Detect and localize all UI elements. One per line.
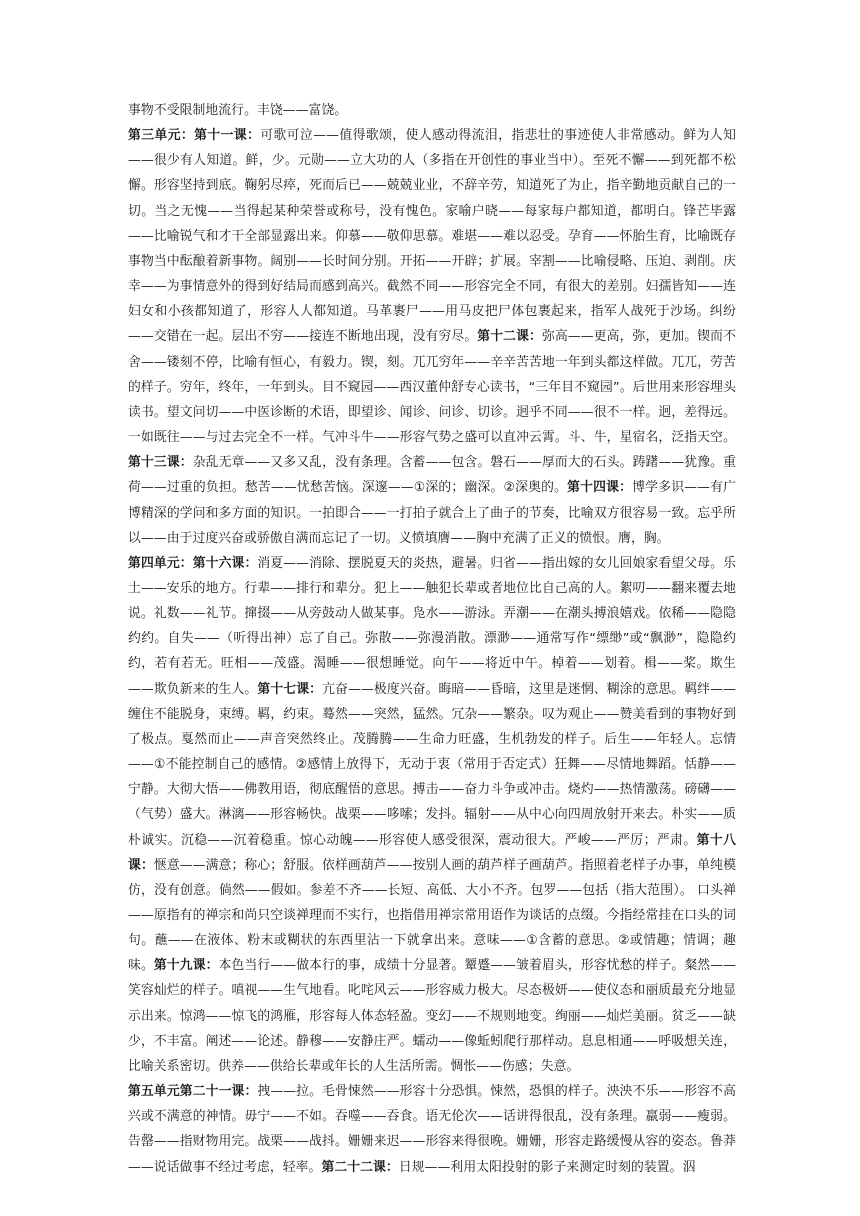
lesson-heading: 第十七课： (257, 681, 323, 697)
text-run: 惬意——满意；称心；舒服。依样画葫芦——按别人画的葫芦样子画葫芦。指照着老样子办事，单纯模仿，没有创意。倘然——假如。参差不齐——长短、高低、大小不齐。包罗——包括（指大范围）。 口头禅——原指有的禅宗和尚只空谈禅理而不实行，也指借用禅宗常用语作为谈话的点缀。今指经常挂在口头的词句。蘸——在液体、粉末或糊状的东西里沾一下就拿出来。意味——①含蓄的意思。②或情趣；情调；趣味。 (128, 857, 737, 974)
lesson-heading: 第十八课： (128, 832, 736, 873)
paragraph (128, 98, 736, 123)
lesson-heading: 第三单元：第十一课： (128, 128, 261, 144)
paragraph (128, 123, 736, 551)
text-run: 本色当行——做本行的事，成绩十分显著。颦蹙——皱着眉头，形容忧愁的样子。粲然——笑容灿烂的样子。嗔视——生气地看。叱咤风云——形容威力极大。尽态极妍——使仪态和丽质最充分地显示出来。惊鸿——惊飞的鸿雁，形容每人体态轻盈。变幻——不规则地变。绚丽——灿烂美丽。贫乏——缺少，不丰富。阐述——论述。静穆——安静庄严。蠕动——像蚯蚓爬行那样动。息息相通——呼吸想关连，比喻关系密切。供养——供给长辈或年长的人生活所需。惆怅——伤感；失意。 (128, 958, 737, 1074)
lesson-heading: 第十三课： (128, 455, 193, 471)
lesson-heading: 第十四课： (567, 480, 633, 496)
text-run: 可歌可泣——值得歌颂，使人感动得流泪，指悲壮的事迹使人非常感动。鲜为人知——很少有人知道。鲜，少。元勋——立大功的人（多指在开创性的事业当中）。至死不懈——到死都不松懈。形容坚持到底。鞠躬尽瘁，死而后已——兢兢业业，不辞辛劳，知道死了为止，指辛勤地贡献自己的一切。当之无愧——当得起某种荣誉或称号，没有愧色。家喻户晓——每家每户都知道，都明白。锋芒毕露——比喻锐气和才干全部显露出来。仰慕——敬仰思慕。难堪——难以忍受。孕育——怀胎生育，比喻既存事物当中酝酿着新事物。阔别——长时间分别。开拓——开辟；扩展。宰割——比喻侵略、压迫、剥削。庆幸——为事情意外的得到好结局而感到高兴。截然不同——形容完全不同，有很大的差别。妇孺皆知——连妇女和小孩都知道了，形容人人都知道。马革裹尸——用马皮把尸体包裹起来，指军人战死于沙场。纠纷——交错在一起。层出不穷——接连不断地出现，没有穷尽。 (128, 128, 737, 345)
lesson-heading: 第四单元：第十六课： (128, 555, 258, 571)
text-run: 日规——利用太阳投射的影子来测定时刻的装置。泅 (398, 1159, 696, 1175)
text-run: 消夏——消除、摆脱夏天的炎热，避暑。归省——指出嫁的女儿回娘家看望父母。乐土——安乐的地方。行辈——排行和辈分。犯上——触犯长辈或者地位比自己高的人。絮叨——翻来覆去地说。礼数——礼节。撺掇——从旁鼓动人做某事。凫水——游泳。弄潮——在潮头搏浪嬉戏。依稀——隐隐约约。自失——（听得出神）忘了自己。弥散——弥漫消散。漂渺——通常写作“缥缈”或“飘渺”，隐隐约约，若有若无。旺相——茂盛。渴睡——很想睡觉。向午——将近中午。棹着——划着。楫——桨。欺生——欺负新来的生人。 (128, 555, 736, 697)
paragraph (128, 551, 736, 1079)
text-run: 博学多识——有广博精深的学问和多方面的知识。一拍即合——一打拍子就合上了曲子的节奏，比喻双方很容易一致。忘乎所以——由于过度兴奋或骄傲自满而忘记了一切。义愤填膺——胸中充满了正义的愤恨。膺，胸。 (128, 480, 737, 546)
text-run: 杂乱无章——又多又乱，没有条理。含蓄——包含。磐石——厚而大的石头。踌躇——犹豫。重荷——过重的负担。愁苦——忧愁苦恼。深邃——①深的；幽深。②深奥的。 (128, 455, 737, 496)
lesson-heading: 第二十二课： (321, 1159, 399, 1175)
paragraph (128, 1079, 736, 1180)
text-run: 亢奋——极度兴奋。晦暗——昏暗，这里是迷惘、糊涂的意思。羁绊——缠住不能脱身，束缚。羁，约束。蓦然——突然，猛然。冗杂——繁杂。叹为观止——赞美看到的事物好到了极点。戛然而止——声音突然终止。茂腾腾——生命力旺盛，生机勃发的样子。后生——年轻人。忘情——①不能控制自己的感情。②感情上放得下，无动于衷（常用于否定式）狂舞——尽情地舞蹈。恬静——宁静。大彻大悟——佛教用语，彻底醒悟的意思。搏击——奋力斗争或冲击。烧灼——热情激荡。磅礴——（气势）盛大。淋漓——形容畅快。战栗——哆嗦；发抖。辐射——从中心向四周放射开来去。朴实——质朴诚实。沉稳——沉着稳重。惊心动魄——形容使人感受很深，震动很大。严峻——严厉；严肃。 (128, 681, 737, 848)
text-run: 弥高——更高，弥，更加。锲而不舍——镂刻不停，比喻有恒心，有毅力。锲，刻。兀兀穷年——辛辛苦苦地一年到头都这样做。兀兀，劳苦的样子。穷年，终年，一年到头。目不窥园——西汉董仲舒专心读书，“三年目不窥园”。后世用来形容埋头读书。望文问切——中医诊断的术语，即望诊、闻诊、问诊、切诊。迥乎不同——很不一样。迥，差得远。一如既往——与过去完全不一样。气冲斗牛——形容气势之盛可以直冲云霄。斗、牛，星宿名，泛指天空。 (128, 329, 737, 446)
vocabulary-notes-text (128, 98, 736, 1180)
text-run: 事物不受限制地流行。丰饶——富饶。 (128, 103, 348, 118)
text-run: 拽——拉。毛骨悚然——形容十分恐惧。悚然，恐惧的样子。泱泱不乐——形容不高兴或不满意的神情。毋宁——不如。吞噬——吞食。语无伦次——话讲得很乱，没有条理。羸弱——瘦弱。告罄——指财物用完。战栗——战抖。姗姗来迟——形容来得很晚。姗姗，形容走路缓慢从容的姿态。鲁莽——说话做事不经过考虑，轻率。 (128, 1084, 737, 1175)
lesson-heading: 第十二课： (477, 329, 542, 345)
lesson-heading: 第十九课： (153, 958, 219, 974)
lesson-heading: 第五单元第二十一课： (128, 1084, 258, 1100)
